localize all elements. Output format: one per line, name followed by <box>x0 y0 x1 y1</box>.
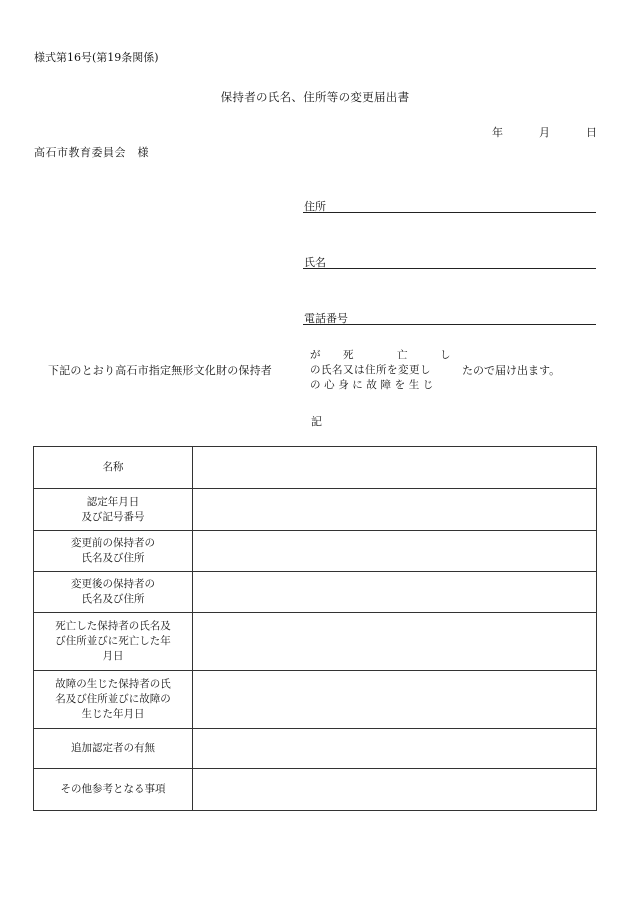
details-table <box>33 446 597 811</box>
table-row <box>34 769 597 811</box>
table-row <box>34 613 597 671</box>
row-label-name: 名称 <box>34 447 193 489</box>
ki-heading: 記 <box>311 415 322 428</box>
row-label-impairment: 故障の生じた保持者の氏 名及び住所並びに故障の 生じた年月日 <box>34 671 193 729</box>
row-value-before-change[interactable] <box>193 531 597 572</box>
row-value-additional-certified[interactable] <box>193 729 597 769</box>
choice-change: の氏名又は住所を変更し <box>310 364 431 376</box>
table-row <box>34 671 597 729</box>
phone-label: 電話番号 <box>304 312 348 325</box>
statement-lead: 下記のとおり高石市指定無形文化財の保持者 <box>48 364 272 377</box>
table-row <box>34 447 597 489</box>
choice-impairment: の心身に故障を生じ <box>310 379 437 391</box>
row-value-other-notes[interactable] <box>193 769 597 811</box>
table-row <box>34 572 597 613</box>
document-title: 保持者の氏名、住所等の変更届出書 <box>220 90 410 104</box>
row-label-additional-certified: 追加認定者の有無 <box>34 729 193 769</box>
row-value-after-change[interactable] <box>193 572 597 613</box>
date-month-label: 月 <box>539 126 550 139</box>
row-value-certification-date[interactable] <box>193 489 597 531</box>
address-field[interactable] <box>303 198 596 213</box>
row-label-after-change: 変更後の保持者の 氏名及び住所 <box>34 572 193 613</box>
row-value-deceased[interactable] <box>193 613 597 671</box>
table-row <box>34 531 597 572</box>
statement-tail: たので届け出ます。 <box>462 364 561 377</box>
row-value-impairment[interactable] <box>193 671 597 729</box>
phone-field[interactable] <box>303 310 596 325</box>
date-day-label: 日 <box>586 126 597 139</box>
date-year-label: 年 <box>492 126 503 139</box>
name-label: 氏名 <box>304 256 326 269</box>
row-label-certification-date: 認定年月日 及び記号番号 <box>34 489 193 531</box>
row-label-other-notes: その他参考となる事項 <box>34 769 193 811</box>
name-field[interactable] <box>303 254 596 269</box>
row-value-name[interactable] <box>193 447 597 489</box>
row-label-before-change: 変更前の保持者の 氏名及び住所 <box>34 531 193 572</box>
form-number: 様式第16号(第19条関係) <box>34 51 159 64</box>
addressee: 高石市教育委員会 様 <box>34 146 149 159</box>
table-row <box>34 489 597 531</box>
table-row <box>34 729 597 769</box>
row-label-deceased: 死亡した保持者の氏名及 び住所並びに死亡した年 月日 <box>34 613 193 671</box>
address-label: 住所 <box>304 200 326 213</box>
